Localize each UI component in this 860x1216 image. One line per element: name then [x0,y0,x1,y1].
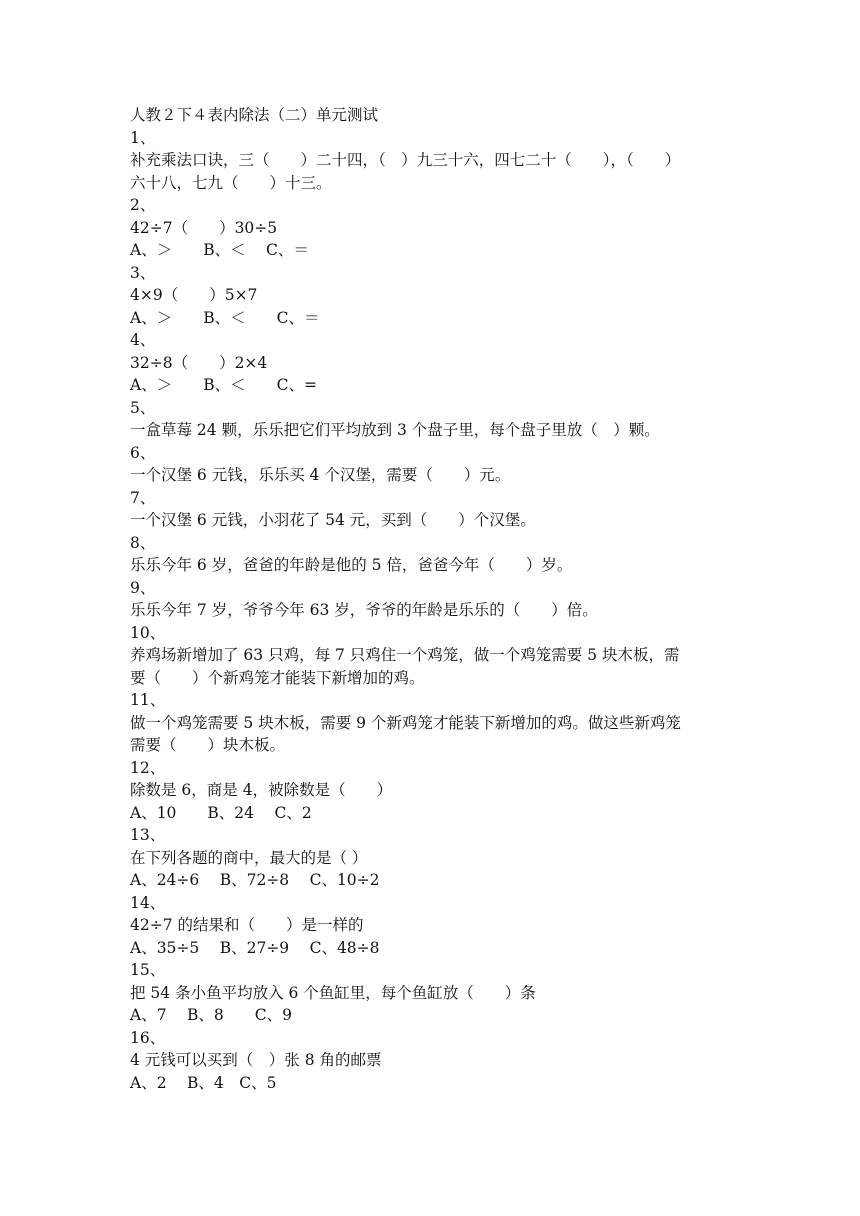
question-text: 一个汉堡 6 元钱，乐乐买 4 个汉堡，需要（ ）元。 [130,466,511,484]
answer-options: A、24÷6 B、72÷8 C、10÷2 [130,871,380,889]
question-text: 乐乐今年 7 岁，爷爷今年 63 岁，爷爷的年龄是乐乐的（ ）倍。 [130,601,598,619]
question-text: 把 54 条小鱼平均放入 6 个鱼缸里，每个鱼缸放（ ）条 [130,983,536,1002]
answer-options: A、＞ B、＜ C、＝ [130,308,320,327]
question-text: 要（ ）个新鸡笼才能装下新增加的鸡。 [130,668,425,687]
question-number: 1、 [130,128,156,147]
question-number: 5、 [130,398,156,417]
question-text: 需要（ ）块木板。 [130,736,286,754]
question-number: 15、 [130,961,166,979]
question-text: 一个汉堡 6 元钱，小羽花了 54 元，买到（ ）个汉堡。 [130,511,536,529]
answer-options: A、＞ B、＜ C、＝ [130,241,309,259]
document-title: 人教２下４表内除法（二）单元测试 [130,106,379,124]
question-number: 10、 [130,623,166,642]
question-text: 乐乐今年 6 岁，爸爸的年龄是他的 5 倍，爸爸今年（ ）岁。 [130,556,573,574]
question-text: 补充乘法口诀，三（ ）二十四，（ ）九三十六，四七二十（ ），（ ） [130,151,681,169]
question-number: 6、 [130,443,156,462]
question-text: 42÷7（ ）30÷5 [130,218,278,237]
question-number: 14、 [130,893,166,912]
question-number: 3、 [130,263,156,282]
question-text: 养鸡场新增加了 63 只鸡，每 7 只鸡住一个鸡笼，做一个鸡笼需要 5 块木板，需 [130,646,680,664]
question-number: 8、 [130,533,156,552]
question-text: 4 元钱可以买到（ ）张 8 角的邮票 [130,1051,382,1069]
question-text: 除数是 6，商是 4，被除数是（ ） [130,781,393,799]
question-text: 做一个鸡笼需要 5 块木板，需要 9 个新鸡笼才能装下新增加的鸡。做这些新鸡笼 [130,713,681,732]
document-page [130,104,740,1094]
question-number: 2、 [130,196,156,214]
answer-options: A、2 B、4 C、5 [130,1073,277,1092]
answer-options: A、7 B、8 C、9 [130,1006,292,1024]
question-text: 六十八，七九（ ）十三。 [130,173,332,192]
question-number: 16、 [130,1028,166,1047]
question-number: 12、 [130,758,166,777]
answer-options: A、35÷5 B、27÷9 C、48÷8 [130,938,380,957]
question-text: 42÷7 的结果和（ ）是一样的 [130,916,364,934]
question-number: 9、 [130,578,156,597]
answer-options: A、10 B、24 C、2 [130,803,312,822]
question-text: 在下列各题的商中，最大的是（ ） [130,848,368,867]
question-number: 13、 [130,826,166,844]
question-number: 7、 [130,488,156,507]
question-text: 4×9（ ）5×7 [130,286,258,304]
question-number: 4、 [130,331,156,349]
answer-options: A、＞ B、＜ C、= [130,376,317,394]
question-text: 32÷8（ ）2×4 [130,353,268,372]
question-text: 一盒草莓 24 颗，乐乐把它们平均放到 3 个盘子里，每个盘子里放（ ）颗。 [130,421,660,439]
question-number: 11、 [130,691,166,709]
